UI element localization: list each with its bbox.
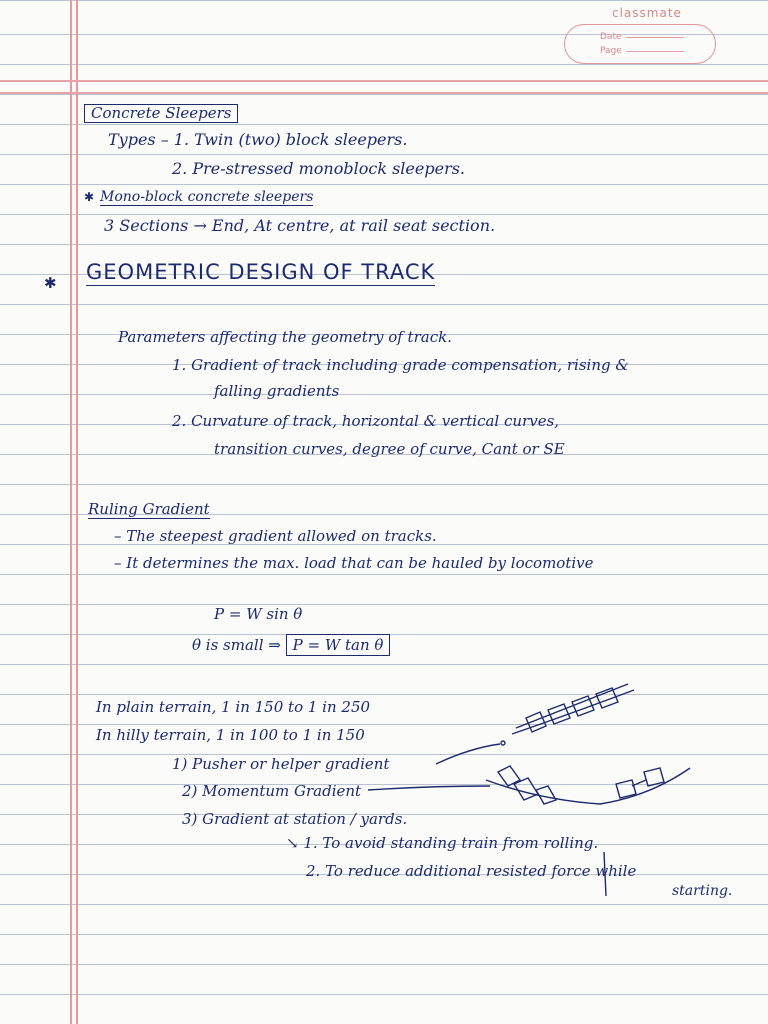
logo-brand-text: classmate — [612, 6, 682, 20]
incline-track-line — [516, 684, 628, 728]
leader-end-dot — [501, 741, 505, 745]
star-bullet-icon: ✱ — [44, 274, 57, 292]
monoblock-heading: Mono-block concrete sleepers — [100, 189, 314, 205]
formula-p-w-tan-boxed: P = W tan θ — [286, 634, 391, 656]
header-rule — [0, 80, 768, 82]
gradient-item-3: 3) Gradient at station / yards. — [182, 810, 408, 828]
page-field-label: Page — [600, 46, 684, 56]
date-field-label: Date — [600, 32, 684, 42]
formula-p-w-sin: P = W sin θ — [214, 605, 303, 623]
gradient-item-2: 2) Momentum Gradient — [182, 782, 362, 800]
coupler — [632, 780, 646, 786]
parameter-1-line-b: falling gradients — [214, 382, 340, 400]
parameter-2-line-b: transition curves, degree of curve, Cant or SE — [214, 440, 565, 458]
parameter-1-line-a: 1. Gradient of track including grade compensation, rising & — [172, 356, 629, 374]
wagon-3 — [572, 696, 594, 716]
leader-line-pusher — [436, 744, 500, 764]
momentum-wagon-5 — [644, 768, 664, 786]
sleeper-type-2: 2. Pre-stressed monoblock sleepers. — [172, 159, 466, 178]
formula-small-angle-prefix: θ is small ⇒ — [192, 636, 281, 654]
curved-track-line — [486, 768, 690, 804]
momentum-wagon-4 — [616, 780, 636, 798]
logo-frame — [564, 24, 716, 64]
hilly-terrain-line: In hilly terrain, 1 in 100 to 1 in 150 — [96, 726, 365, 744]
gradient-item-1: 1) Pusher or helper gradient — [172, 755, 390, 773]
parameters-heading: Parameters affecting the geometry of track. — [118, 328, 452, 346]
geometric-design-title: GEOMETRIC DESIGN OF TRACK — [86, 260, 436, 284]
momentum-wagon-2 — [514, 778, 538, 800]
ruling-gradient-heading: Ruling Gradient — [88, 500, 210, 518]
ruling-point-2: – It determines the max. load that can be hauled by locomotive — [114, 554, 594, 572]
formula-small-angle — [192, 638, 390, 653]
reason-2: 2. To reduce additional resisted force while — [306, 862, 637, 880]
plain-terrain-line: In plain terrain, 1 in 150 to 1 in 250 — [96, 698, 371, 716]
left-margin-line-2 — [76, 0, 78, 1024]
sections-line: 3 Sections → End, At centre, at rail seat section. — [104, 216, 496, 235]
sleeper-types-line: Types – 1. Twin (two) block sleepers. — [108, 130, 408, 149]
left-margin-line-1 — [70, 0, 72, 1024]
sleepers-heading: Concrete Sleepers — [84, 104, 238, 123]
classmate-logo — [560, 2, 720, 68]
header-rule-2 — [0, 92, 768, 94]
reason-2-continued: starting. — [672, 883, 733, 899]
wagon-2 — [548, 704, 570, 724]
star-bullet-icon: ✱ — [84, 190, 95, 204]
parameter-2-line-a: 2. Curvature of track, horizontal & vertical curves, — [172, 412, 560, 430]
momentum-wagon-1 — [498, 766, 520, 786]
momentum-wagon-3 — [536, 786, 556, 804]
incline-track-line-2 — [512, 690, 634, 734]
leader-line-momentum — [368, 786, 490, 790]
wagon-4 — [596, 688, 618, 708]
ruling-point-1: – The steepest gradient allowed on tracks. — [114, 527, 437, 545]
reason-1: ↘ 1. To avoid standing train from rolling. — [286, 834, 599, 852]
wagon-1 — [526, 712, 546, 732]
